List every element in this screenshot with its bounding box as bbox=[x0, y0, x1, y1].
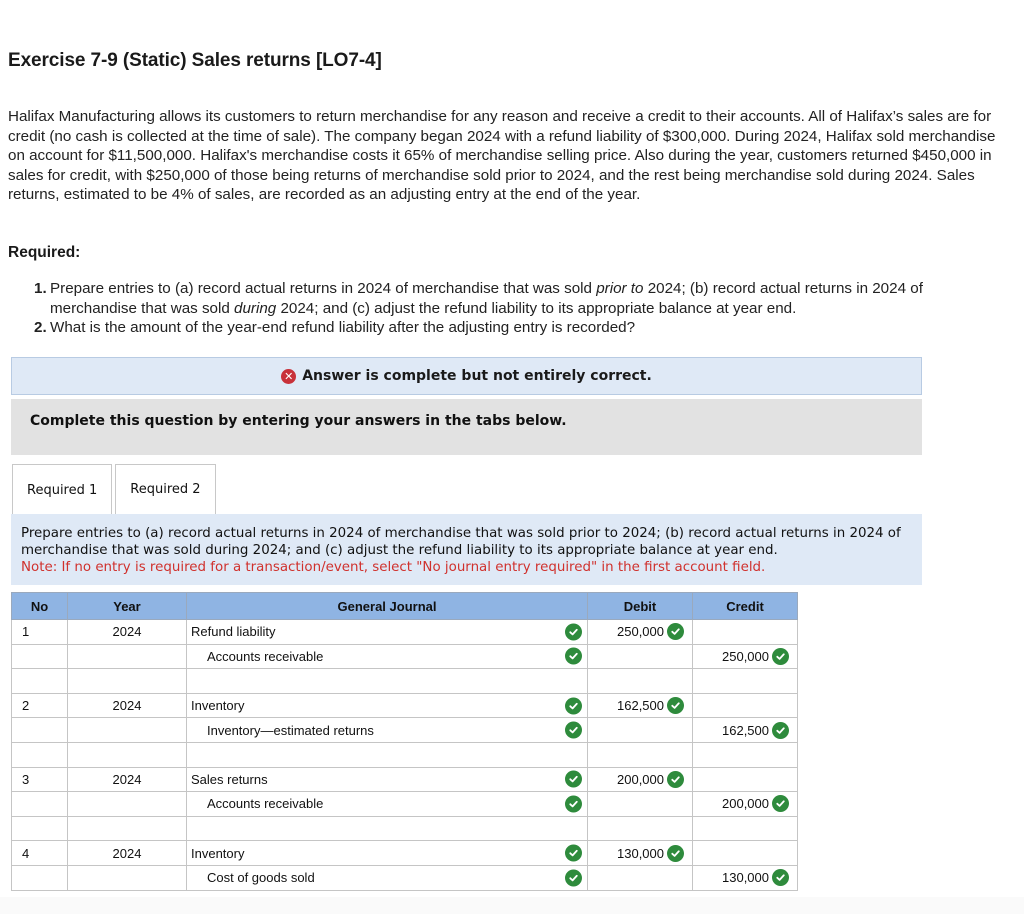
account-cell[interactable] bbox=[187, 792, 588, 817]
check-icon bbox=[565, 648, 582, 665]
debit-amount: 162,500 bbox=[617, 698, 664, 714]
instructions-text: Prepare entries to (a) record actual returns in 2024 of merchandise that was sold prior to 2024; (b) record actual returns in 2024 of merchandise that was sold during 2024; and (c) adjust the refund liability to its appropriate balance at year end. bbox=[21, 526, 901, 558]
requirement-1 bbox=[34, 279, 1009, 318]
check-icon bbox=[565, 623, 582, 640]
check-icon bbox=[565, 795, 582, 812]
header-credit: Credit bbox=[693, 593, 798, 620]
check-icon bbox=[565, 722, 582, 739]
debit-amount: 130,000 bbox=[617, 845, 664, 861]
journal-row bbox=[12, 865, 798, 890]
entry-year-cell[interactable]: 2024 bbox=[68, 693, 187, 718]
account-cell[interactable] bbox=[187, 693, 588, 718]
account-cell[interactable] bbox=[187, 718, 588, 743]
check-icon bbox=[772, 869, 789, 886]
check-icon bbox=[565, 771, 582, 788]
entry-year-cell[interactable] bbox=[68, 865, 187, 890]
journal-row bbox=[12, 620, 798, 645]
entry-number-cell[interactable]: 2 bbox=[12, 693, 68, 718]
credit-amount: 250,000 bbox=[722, 648, 769, 664]
account-cell[interactable] bbox=[187, 644, 588, 669]
entry-year-cell[interactable]: 2024 bbox=[68, 620, 187, 645]
account-name: Inventory bbox=[191, 698, 245, 714]
empty-cell[interactable] bbox=[68, 669, 187, 694]
journal-spacer-row bbox=[12, 669, 798, 694]
journal-spacer-row bbox=[12, 742, 798, 767]
debit-cell[interactable] bbox=[588, 792, 693, 817]
credit-cell[interactable] bbox=[693, 841, 798, 866]
journal-body bbox=[12, 620, 798, 891]
credit-amount: 162,500 bbox=[722, 722, 769, 738]
credit-amount: 130,000 bbox=[722, 870, 769, 886]
entry-number-cell[interactable] bbox=[12, 718, 68, 743]
entry-year-cell[interactable]: 2024 bbox=[68, 767, 187, 792]
credit-cell[interactable] bbox=[693, 644, 798, 669]
empty-cell[interactable] bbox=[693, 816, 798, 841]
check-icon bbox=[565, 869, 582, 886]
journal-header-row bbox=[12, 593, 798, 620]
empty-cell[interactable] bbox=[588, 816, 693, 841]
account-name: Cost of goods sold bbox=[207, 870, 315, 886]
credit-cell[interactable] bbox=[693, 620, 798, 645]
account-name: Inventory—estimated returns bbox=[207, 722, 374, 738]
entry-number-cell[interactable]: 4 bbox=[12, 841, 68, 866]
journal-table bbox=[11, 592, 798, 891]
entry-year-cell[interactable] bbox=[68, 792, 187, 817]
debit-cell[interactable] bbox=[588, 620, 693, 645]
journal-row bbox=[12, 644, 798, 669]
check-icon bbox=[667, 845, 684, 862]
problem-statement: Halifax Manufacturing allows its customers to return merchandise for any reason and receive a credit to their accounts. All of Halifax’s sales are for credit (no cash is collected at the time of sale). The company began 2024 with a refund liability of $300,000. During 2024, Halifax sold merchandise on account for $11,500,000. Halifax's merchandise costs it 65% of merchandise selling price. Also during the year, customers returned $450,000 in sales for credit, with $250,000 of those being returns of merchandise sold prior to 2024, and the rest being merchandise sold during 2024. Sales returns, estimated to be 4% of sales, are recorded as an adjusting entry at the end of the year. bbox=[8, 108, 996, 203]
journal-row bbox=[12, 841, 798, 866]
check-icon bbox=[565, 845, 582, 862]
debit-cell[interactable] bbox=[588, 644, 693, 669]
check-icon bbox=[772, 648, 789, 665]
required-heading: Required: bbox=[8, 244, 81, 261]
empty-cell[interactable] bbox=[187, 742, 588, 767]
empty-cell[interactable] bbox=[12, 742, 68, 767]
empty-cell[interactable] bbox=[693, 742, 798, 767]
empty-cell[interactable] bbox=[68, 816, 187, 841]
requirement-number: 1. bbox=[34, 280, 47, 297]
debit-cell[interactable] bbox=[588, 693, 693, 718]
account-cell[interactable] bbox=[187, 865, 588, 890]
empty-cell[interactable] bbox=[12, 669, 68, 694]
instructions-note: Note: If no entry is required for a transaction/event, select "No journal entry required" in the first account field. bbox=[21, 560, 766, 575]
error-x-icon: ✕ bbox=[281, 369, 296, 384]
answer-status-text: Answer is complete but not entirely correct. bbox=[302, 368, 652, 384]
check-icon bbox=[565, 697, 582, 714]
tab-required-1[interactable]: Required 1 bbox=[12, 464, 112, 515]
check-icon bbox=[667, 697, 684, 714]
check-icon bbox=[772, 722, 789, 739]
credit-cell[interactable] bbox=[693, 693, 798, 718]
header-debit: Debit bbox=[588, 593, 693, 620]
entry-number-cell[interactable] bbox=[12, 644, 68, 669]
account-name: Sales returns bbox=[191, 771, 268, 787]
debit-cell[interactable] bbox=[588, 865, 693, 890]
exercise-title: Exercise 7-9 (Static) Sales returns [LO7-4] bbox=[8, 50, 382, 71]
tab-instructions bbox=[11, 514, 922, 585]
credit-cell[interactable] bbox=[693, 865, 798, 890]
account-cell[interactable] bbox=[187, 767, 588, 792]
debit-cell[interactable] bbox=[588, 841, 693, 866]
header-no: No bbox=[12, 593, 68, 620]
entry-year-cell[interactable]: 2024 bbox=[68, 841, 187, 866]
credit-amount: 200,000 bbox=[722, 796, 769, 812]
credit-cell[interactable] bbox=[693, 792, 798, 817]
entry-year-cell[interactable] bbox=[68, 644, 187, 669]
requirement-text: Prepare entries to (a) record actual returns in 2024 of merchandise that was sold prior to 2024; (b) record actual returns in 2024 of merchandise that was sold during 2024; and (c) adjust the refund liability to its appropriate balance at year end. bbox=[50, 280, 923, 317]
journal-row bbox=[12, 767, 798, 792]
empty-cell[interactable] bbox=[588, 669, 693, 694]
account-name: Refund liability bbox=[191, 624, 276, 640]
debit-amount: 200,000 bbox=[617, 771, 664, 787]
credit-cell[interactable] bbox=[693, 767, 798, 792]
entry-year-cell[interactable] bbox=[68, 718, 187, 743]
debit-cell[interactable] bbox=[588, 718, 693, 743]
entry-number-cell[interactable] bbox=[12, 865, 68, 890]
journal-row bbox=[12, 718, 798, 743]
empty-cell[interactable] bbox=[588, 742, 693, 767]
tab-required-2[interactable]: Required 2 bbox=[115, 464, 215, 514]
journal-row bbox=[12, 693, 798, 718]
requirement-number: 2. bbox=[34, 319, 47, 336]
check-icon bbox=[667, 623, 684, 640]
debit-amount: 250,000 bbox=[617, 624, 664, 640]
entry-number-cell[interactable]: 1 bbox=[12, 620, 68, 645]
requirements-list bbox=[34, 279, 1009, 338]
answer-status-banner bbox=[11, 357, 922, 395]
entry-number-cell[interactable] bbox=[12, 792, 68, 817]
account-name: Accounts receivable bbox=[207, 796, 324, 812]
empty-cell[interactable] bbox=[68, 742, 187, 767]
check-icon bbox=[772, 795, 789, 812]
entry-number-cell[interactable]: 3 bbox=[12, 767, 68, 792]
journal-row bbox=[12, 792, 798, 817]
empty-cell[interactable] bbox=[12, 816, 68, 841]
debit-cell[interactable] bbox=[588, 767, 693, 792]
requirement-text: What is the amount of the year-end refund liability after the adjusting entry is recorded? bbox=[50, 319, 636, 336]
header-year: Year bbox=[68, 593, 187, 620]
journal-spacer-row bbox=[12, 816, 798, 841]
account-name: Accounts receivable bbox=[207, 648, 324, 664]
account-name: Inventory bbox=[191, 845, 245, 861]
page-footer-strip bbox=[0, 897, 1024, 914]
credit-cell[interactable] bbox=[693, 718, 798, 743]
header-general-journal: General Journal bbox=[187, 593, 588, 620]
account-cell[interactable] bbox=[187, 841, 588, 866]
empty-cell[interactable] bbox=[693, 669, 798, 694]
complete-instructions: Complete this question by entering your answers in the tabs below. bbox=[11, 399, 922, 455]
check-icon bbox=[667, 771, 684, 788]
tab-bar bbox=[12, 464, 219, 514]
account-cell[interactable] bbox=[187, 620, 588, 645]
empty-cell[interactable] bbox=[187, 669, 588, 694]
empty-cell[interactable] bbox=[187, 816, 588, 841]
requirement-2 bbox=[34, 318, 1009, 338]
